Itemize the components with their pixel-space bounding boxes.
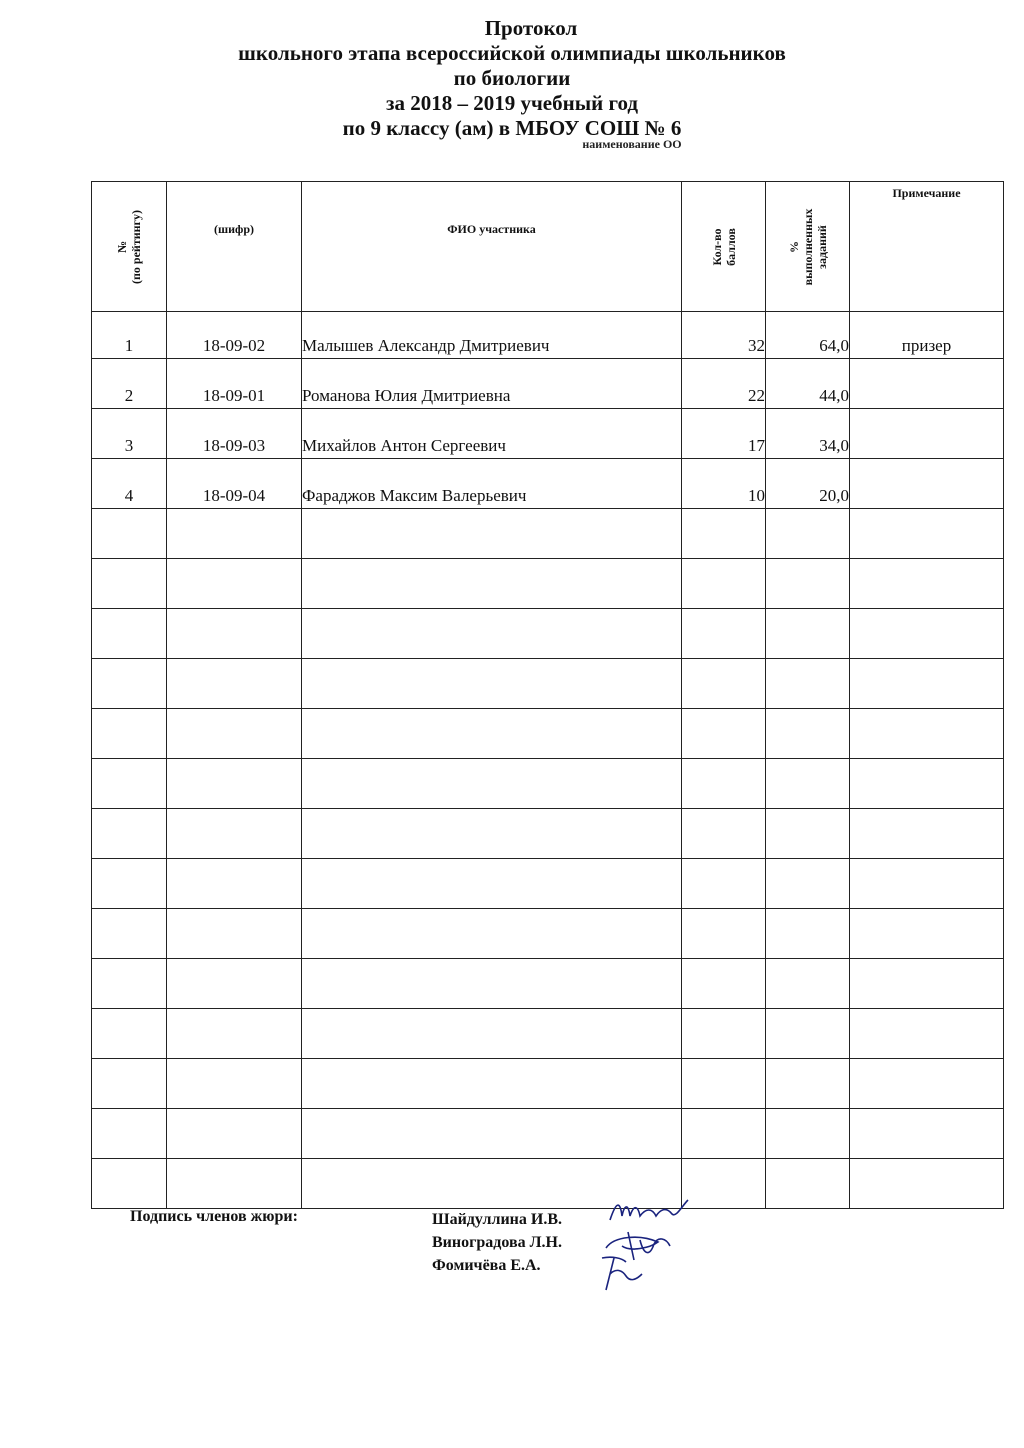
cell-note: призер bbox=[850, 312, 1004, 359]
jury-member: Шайдуллина И.В. bbox=[432, 1211, 562, 1228]
cell-num: 3 bbox=[92, 409, 167, 459]
cell-score bbox=[682, 559, 766, 609]
cell-note bbox=[850, 859, 1004, 909]
cell-pct bbox=[766, 909, 850, 959]
cell-score bbox=[682, 609, 766, 659]
cell-name bbox=[302, 709, 682, 759]
cell-score bbox=[682, 1009, 766, 1059]
header-name: ФИО участника bbox=[302, 182, 682, 312]
jury-member: Фомичёва Е.А. bbox=[432, 1257, 541, 1274]
cell-name bbox=[302, 909, 682, 959]
cell-name bbox=[302, 1109, 682, 1159]
cell-name: Малышев Александр Дмитриевич bbox=[302, 312, 682, 359]
cell-note bbox=[850, 659, 1004, 709]
cell-pct bbox=[766, 559, 850, 609]
table-row bbox=[92, 709, 1004, 759]
cell-note bbox=[850, 609, 1004, 659]
table-row bbox=[92, 1059, 1004, 1109]
cell-name bbox=[302, 509, 682, 559]
cell-name: Фараджов Максим Валерьевич bbox=[302, 459, 682, 509]
cell-note bbox=[850, 559, 1004, 609]
cell-score bbox=[682, 959, 766, 1009]
table-row bbox=[92, 359, 1004, 409]
table-row bbox=[92, 1159, 1004, 1209]
cell-pct: 64,0 bbox=[766, 312, 850, 359]
header-note: Примечание bbox=[850, 182, 1004, 312]
cell-name bbox=[302, 859, 682, 909]
cell-pct bbox=[766, 809, 850, 859]
cell-name bbox=[302, 1009, 682, 1059]
cell-note bbox=[850, 1109, 1004, 1159]
cell-note bbox=[850, 1159, 1004, 1209]
cell-pct bbox=[766, 609, 850, 659]
signature-3-icon bbox=[592, 1252, 652, 1294]
cell-code: 18-09-02 bbox=[167, 312, 302, 359]
jury-members bbox=[432, 1208, 562, 1277]
header-score: Кол-во баллов bbox=[682, 182, 766, 312]
cell-score bbox=[682, 509, 766, 559]
cell-note bbox=[850, 509, 1004, 559]
table-row bbox=[92, 509, 1004, 559]
table-row bbox=[92, 859, 1004, 909]
cell-code bbox=[167, 1159, 302, 1209]
cell-note bbox=[850, 459, 1004, 509]
cell-name bbox=[302, 1059, 682, 1109]
cell-note bbox=[850, 359, 1004, 409]
cell-score bbox=[682, 709, 766, 759]
table-row bbox=[92, 409, 1004, 459]
cell-pct bbox=[766, 759, 850, 809]
document-header bbox=[0, 16, 1024, 150]
table-row bbox=[92, 559, 1004, 609]
table-row bbox=[92, 959, 1004, 1009]
cell-pct bbox=[766, 959, 850, 1009]
cell-code bbox=[167, 1059, 302, 1109]
cell-note bbox=[850, 1059, 1004, 1109]
table-row bbox=[92, 1109, 1004, 1159]
cell-score bbox=[682, 809, 766, 859]
table-row bbox=[92, 659, 1004, 709]
cell-code: 18-09-01 bbox=[167, 359, 302, 409]
cell-name: Романова Юлия Дмитриевна bbox=[302, 359, 682, 409]
cell-num bbox=[92, 809, 167, 859]
cell-pct: 44,0 bbox=[766, 359, 850, 409]
cell-code bbox=[167, 559, 302, 609]
cell-num bbox=[92, 1109, 167, 1159]
cell-code bbox=[167, 859, 302, 909]
cell-score bbox=[682, 1159, 766, 1209]
doc-year: за 2018 – 2019 учебный год bbox=[386, 91, 638, 115]
cell-score bbox=[682, 1059, 766, 1109]
cell-note bbox=[850, 959, 1004, 1009]
cell-name: Михайлов Антон Сергеевич bbox=[302, 409, 682, 459]
cell-score bbox=[682, 759, 766, 809]
doc-subtitle-stage: школьного этапа всероссийской олимпиады школьников bbox=[238, 41, 786, 65]
cell-name bbox=[302, 659, 682, 709]
cell-num bbox=[92, 1159, 167, 1209]
cell-name bbox=[302, 609, 682, 659]
cell-num bbox=[92, 909, 167, 959]
cell-code bbox=[167, 609, 302, 659]
cell-pct bbox=[766, 1109, 850, 1159]
cell-code bbox=[167, 509, 302, 559]
jury-member: Виноградова Л.Н. bbox=[432, 1234, 562, 1251]
cell-code bbox=[167, 1009, 302, 1059]
cell-code bbox=[167, 659, 302, 709]
signature-1-icon bbox=[606, 1196, 692, 1230]
cell-pct bbox=[766, 859, 850, 909]
table-row bbox=[92, 909, 1004, 959]
table-row bbox=[92, 459, 1004, 509]
cell-code: 18-09-04 bbox=[167, 459, 302, 509]
cell-score bbox=[682, 1109, 766, 1159]
cell-score: 32 bbox=[682, 312, 766, 359]
cell-note bbox=[850, 1009, 1004, 1059]
cell-code: 18-09-03 bbox=[167, 409, 302, 459]
cell-num: 1 bbox=[92, 312, 167, 359]
cell-code bbox=[167, 809, 302, 859]
cell-note bbox=[850, 409, 1004, 459]
doc-title: Протокол bbox=[484, 16, 578, 40]
cell-num bbox=[92, 709, 167, 759]
cell-num bbox=[92, 659, 167, 709]
cell-code bbox=[167, 959, 302, 1009]
cell-pct: 34,0 bbox=[766, 409, 850, 459]
cell-name bbox=[302, 959, 682, 1009]
cell-code bbox=[167, 909, 302, 959]
cell-num bbox=[92, 1059, 167, 1109]
cell-name bbox=[302, 559, 682, 609]
cell-pct bbox=[766, 659, 850, 709]
table-row bbox=[92, 759, 1004, 809]
cell-num bbox=[92, 959, 167, 1009]
cell-pct bbox=[766, 709, 850, 759]
table-row bbox=[92, 609, 1004, 659]
cell-pct bbox=[766, 1009, 850, 1059]
cell-num bbox=[92, 859, 167, 909]
cell-num: 2 bbox=[92, 359, 167, 409]
cell-score: 17 bbox=[682, 409, 766, 459]
cell-num bbox=[92, 609, 167, 659]
cell-score bbox=[682, 859, 766, 909]
cell-name bbox=[302, 759, 682, 809]
cell-note bbox=[850, 709, 1004, 759]
cell-note bbox=[850, 909, 1004, 959]
jury-signature-label: Подпись членов жюри: bbox=[130, 1208, 298, 1225]
results-table bbox=[91, 181, 1004, 1209]
cell-code bbox=[167, 1109, 302, 1159]
cell-num bbox=[92, 759, 167, 809]
doc-class-school: по 9 классу (ам) в МБОУ СОШ № 6 bbox=[342, 116, 682, 140]
cell-num bbox=[92, 509, 167, 559]
cell-note bbox=[850, 809, 1004, 859]
cell-code bbox=[167, 759, 302, 809]
cell-pct bbox=[766, 1059, 850, 1109]
cell-score: 22 bbox=[682, 359, 766, 409]
cell-name bbox=[302, 809, 682, 859]
cell-code bbox=[167, 709, 302, 759]
table-header-row bbox=[92, 182, 1004, 312]
doc-org-caption: наименование ОО bbox=[582, 137, 682, 151]
cell-score: 10 bbox=[682, 459, 766, 509]
cell-pct: 20,0 bbox=[766, 459, 850, 509]
table-row bbox=[92, 809, 1004, 859]
cell-note bbox=[850, 759, 1004, 809]
doc-subject: по биологии bbox=[453, 66, 571, 90]
header-code: (шифр) bbox=[167, 182, 302, 312]
header-rank: № (по рейтингу) bbox=[92, 182, 167, 312]
cell-pct bbox=[766, 509, 850, 559]
cell-num bbox=[92, 559, 167, 609]
cell-num: 4 bbox=[92, 459, 167, 509]
cell-pct bbox=[766, 1159, 850, 1209]
cell-num bbox=[92, 1009, 167, 1059]
cell-score bbox=[682, 909, 766, 959]
cell-score bbox=[682, 659, 766, 709]
table-row bbox=[92, 312, 1004, 359]
table-row bbox=[92, 1009, 1004, 1059]
header-percent: % выполненных заданий bbox=[766, 182, 850, 312]
